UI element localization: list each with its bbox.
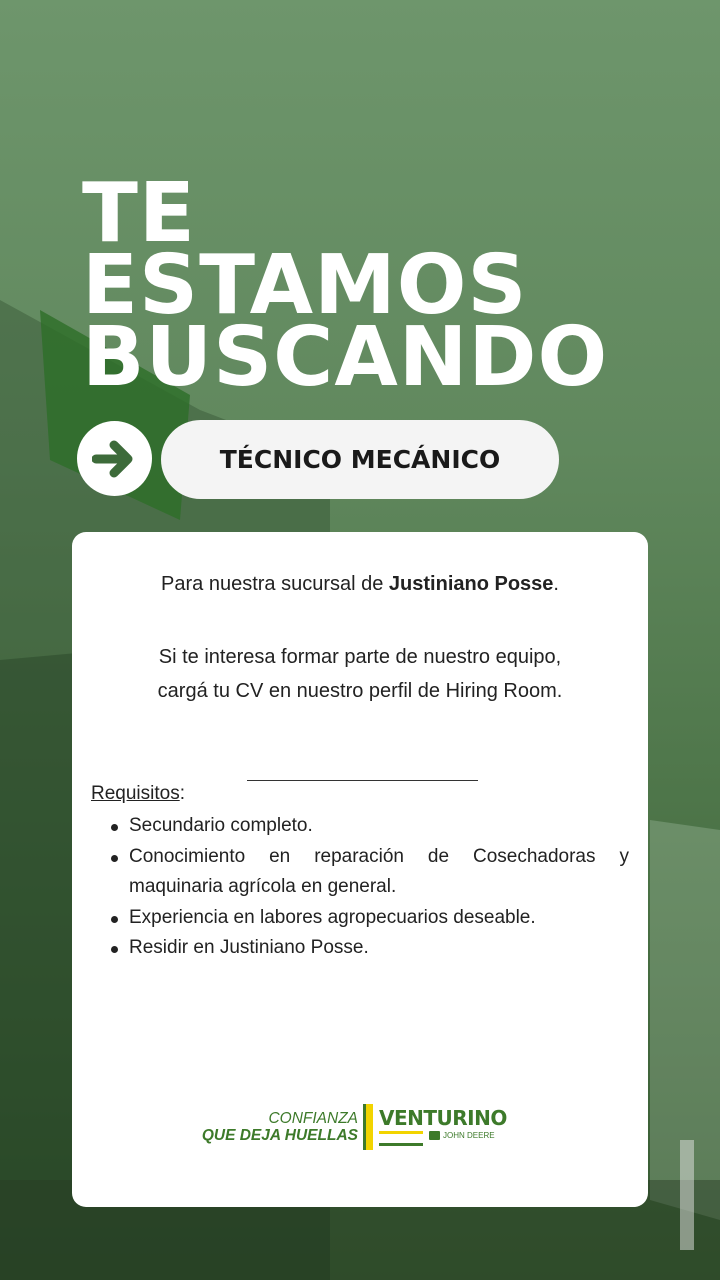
intro-location: Justiniano Posse [388,573,554,595]
invite-line-1: Si te interesa formar parte de nuestro equipo, [158,646,562,668]
requirement-item [91,842,629,903]
requirement-item [91,933,629,964]
intro-text [72,573,648,596]
intro-prefix: Para nuestra sucursal de [161,573,389,595]
requirement-item [91,903,629,934]
headline-line-2: ESTAMOS [82,238,528,333]
headline [82,166,609,405]
brand-footer [72,1104,648,1152]
position-title-pill [161,420,559,499]
arrow-right-icon [92,439,138,479]
req2-word: reparación [314,845,404,867]
req2-word: Cosechadoras [472,845,596,867]
requirements-colon: : [179,783,185,804]
requirements-heading [91,783,185,805]
position-title: TÉCNICO MECÁNICO [219,445,501,474]
tagline-line-2: QUE DEJA HUELLAS [201,1127,358,1144]
divider-line [247,780,478,781]
tagline [202,1110,358,1144]
requirement-2-line-2: maquinaria agrícola en general. [129,876,397,897]
req2-word: Conocimiento [129,845,246,867]
brand-logo [379,1106,507,1146]
brand-stripes [379,1131,423,1146]
requirements-list [91,811,629,964]
headline-line-1: TE [82,166,196,261]
john-deere-logo-icon [429,1131,440,1140]
req2-word: y [619,845,629,867]
job-card [72,532,648,1207]
invite-line-2: cargá tu CV en nuestro perfil de Hiring Room. [157,680,563,702]
partner-name: JOHN DEERE [443,1131,495,1140]
requirement-1: Secundario completo. [129,815,313,836]
headline-line-3: BUSCANDO [82,310,609,405]
req2-word: en [269,845,291,867]
intro-suffix: . [553,573,559,595]
requirement-2-line-1 [129,842,629,873]
requirement-3: Experiencia en labores agropecuarios deseable. [129,906,536,928]
tagline-line-1: CONFIANZA [268,1110,358,1127]
requirements-title: Requisitos [91,783,180,804]
requirement-item [91,811,629,842]
req2-word: de [427,845,450,867]
requirement-4: Residir en Justiniano Posse. [129,937,369,958]
arrow-button [77,421,152,496]
brand-separator [363,1104,373,1150]
invite-text [72,640,648,708]
partner-logo [429,1131,495,1140]
brand-name: VENTURINO [379,1106,507,1130]
